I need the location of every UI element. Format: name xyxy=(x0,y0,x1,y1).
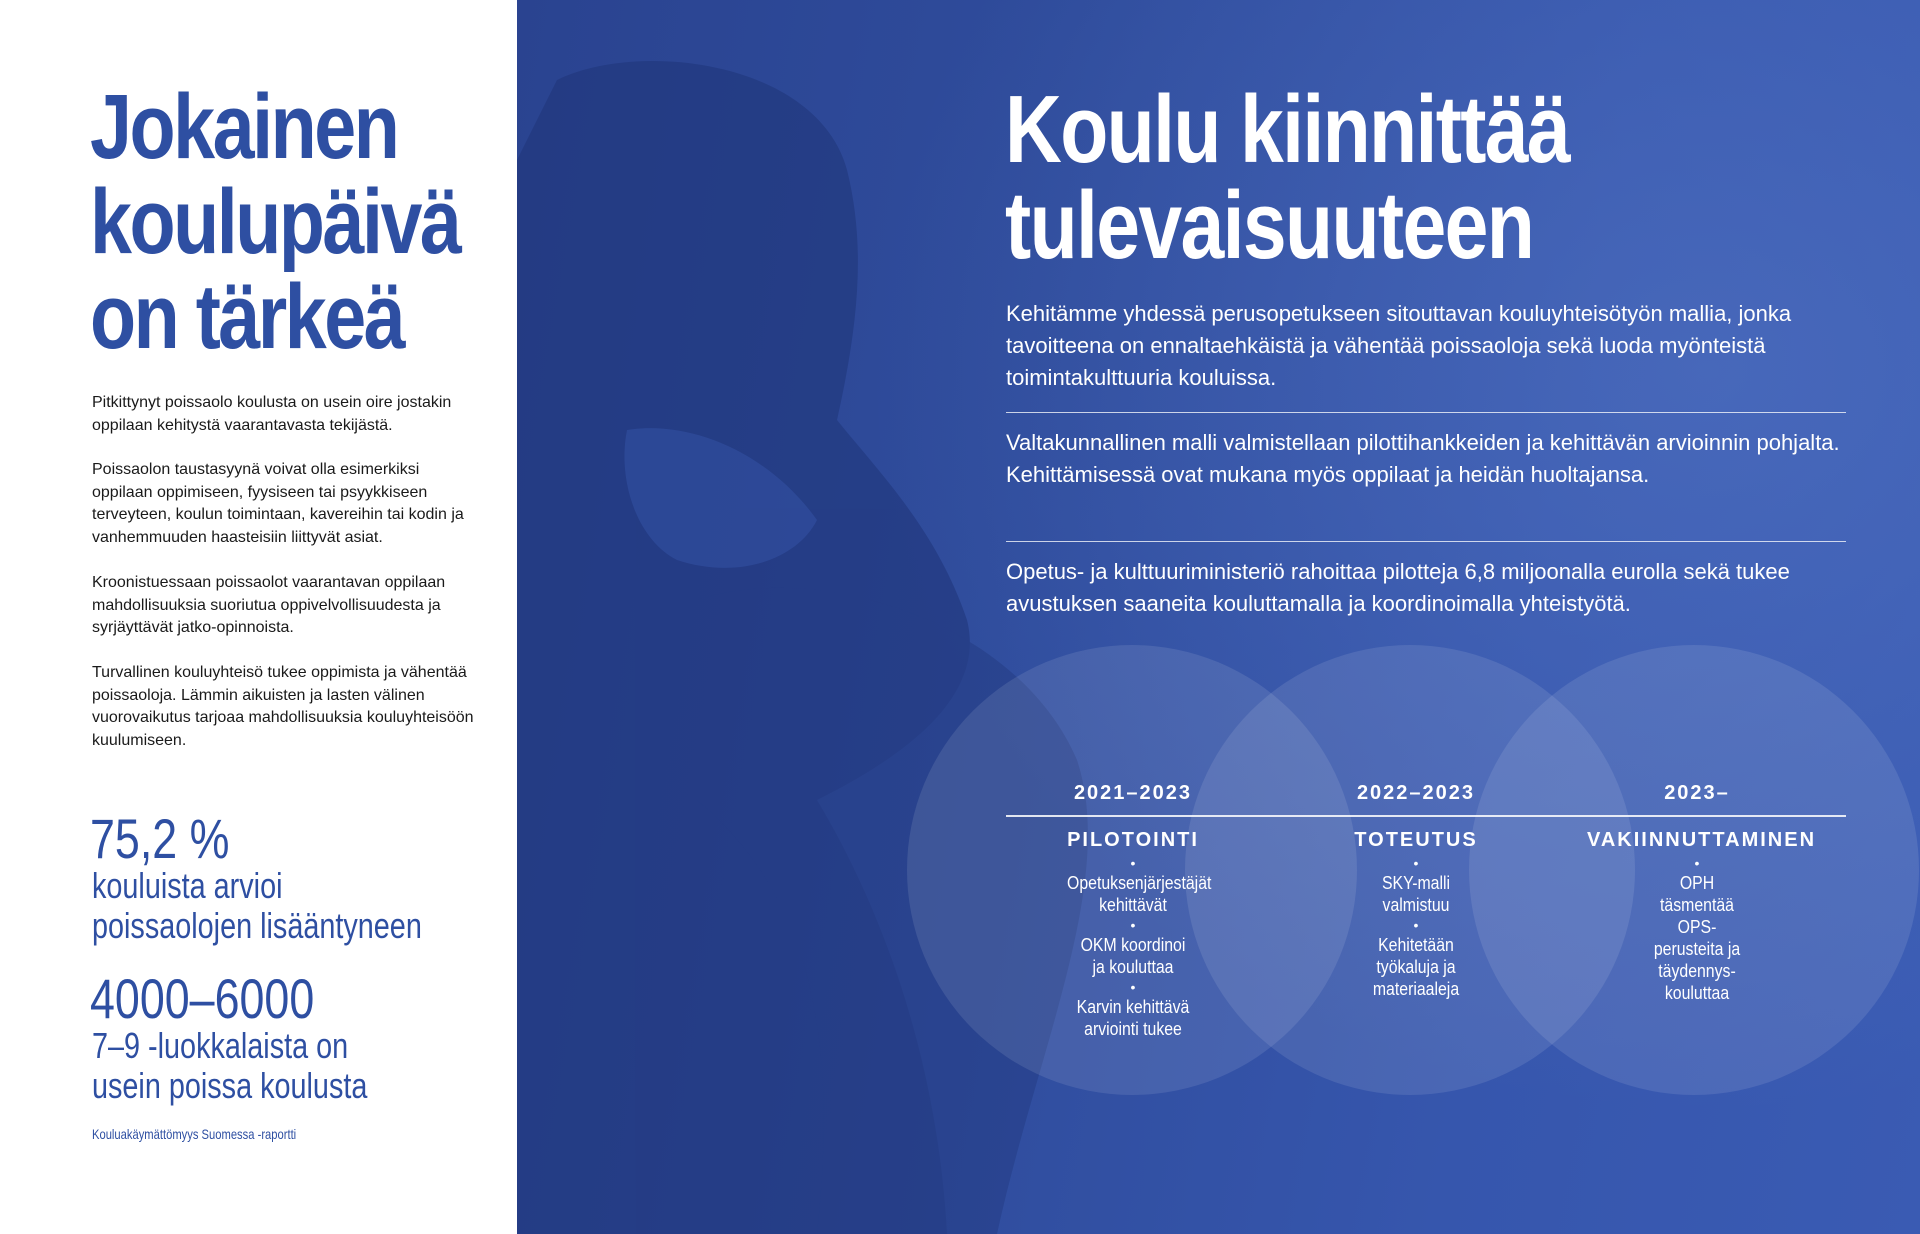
community-paragraph: Turvallinen kouluyhteisö tukee oppimista ja vähentää poissaoloja. Lämmin aikuisten ja lasten välinen vuorovaikutus tarjoaa mahdollisuuksia kouluyhteisöön kuulumiseen. xyxy=(92,664,474,749)
phase-item: SKY-malli valmistuu xyxy=(1381,873,1451,915)
phase-name: VAKIINNUTTAMINEN xyxy=(1587,829,1817,851)
left-title-line: Jokainen xyxy=(90,76,398,178)
divider xyxy=(1006,541,1846,542)
funding-paragraph: Opetus- ja kulttuuriministeriö rahoittaa pilotteja 6,8 miljoonalla eurolla sekä tukee avustuksen saaneita kouluttamalla ja koordinoimalla yhteistyötä. xyxy=(1006,559,1790,616)
stat-text-line: kouluista arvioi xyxy=(92,865,283,906)
timeline-year: 2022–2023 xyxy=(1356,782,1476,804)
phase-item: Karvin kehittävä arviointi tukee xyxy=(1076,997,1190,1039)
stat-number-pupils: 4000–6000 xyxy=(90,967,315,1030)
left-title-line: on tärkeä xyxy=(90,266,404,368)
source-note: Kouluakäymättömyys Suomessa -raportti xyxy=(92,1126,297,1142)
right-title-line: tulevaisuuteen xyxy=(1005,172,1534,279)
phase-name: TOTEUTUS xyxy=(1354,829,1478,851)
right-title-line: Koulu kiinnittää xyxy=(1005,76,1570,183)
national-model-paragraph: Valtakunnallinen malli valmistellaan pilottihankkeiden ja kehittävän arvioinnin pohjalta. Kehittämisessä ovat mukana myös oppilaat ja heidän huoltajansa. xyxy=(1006,430,1840,487)
phase-pilot xyxy=(1023,826,1243,1040)
bullet: • xyxy=(1413,855,1419,871)
left-column xyxy=(0,0,517,1234)
bullet: • xyxy=(1130,917,1136,933)
stat-text-line: poissaolojen lisääntyneen xyxy=(92,905,422,946)
phase-establishment xyxy=(1587,826,1817,1004)
intro-paragraph: Pitkittynyt poissaolo koulusta on usein oire jostakin oppilaan kehitystä vaarantavasta tekijästä. xyxy=(92,394,452,434)
stat-text-line: usein poissa koulusta xyxy=(92,1065,368,1106)
stat-number-schools: 75,2 % xyxy=(90,807,230,870)
timeline-year: 2023– xyxy=(1664,782,1730,804)
left-title xyxy=(90,76,460,368)
phase-item: OKM koordinoi ja kouluttaa xyxy=(1080,935,1186,977)
causes-paragraph: Poissaolon taustasyynä voivat olla esimerkiksi oppilaan oppimiseen, fyysiseen tai psyykkiseen terveyteen, koulun toimintaan, kavereihin tai kodin ja vanhemmuuden haasteisiin liittyvät asiat. xyxy=(92,461,464,546)
left-title-line: koulupäivä xyxy=(90,171,460,273)
phase-item: Kehitetään työkaluja ja materiaaleja xyxy=(1372,935,1460,999)
divider xyxy=(1006,412,1846,413)
bullet: • xyxy=(1413,917,1419,933)
bullet: • xyxy=(1694,855,1700,871)
timeline-year: 2021–2023 xyxy=(1073,782,1193,804)
phase-name: PILOTOINTI xyxy=(1067,829,1199,851)
development-paragraph: Kehitämme yhdessä perusopetukseen sitouttavan kouluyhteisötyön mallia, jonka tavoitteena on ennaltaehkäistä ja vähentää poissaoloja sekä luoda myönteistä toimintakulttuuria kouluissa. xyxy=(1006,301,1792,390)
timeline-line xyxy=(1006,815,1846,817)
phase-implementation xyxy=(1306,826,1526,1000)
bullet: • xyxy=(1130,979,1136,995)
bullet: • xyxy=(1130,855,1136,871)
stat-text-line: 7–9 -luokkalaista on xyxy=(92,1025,349,1066)
phase-item: OPH täsmentää OPS-perusteita ja täydennys-kouluttaa xyxy=(1653,873,1741,1003)
right-title xyxy=(1005,76,1570,279)
phase-item: Opetuksenjärjestäjät kehittävät xyxy=(1067,873,1212,915)
right-panel xyxy=(517,0,1920,1234)
risks-paragraph: Kroonistuessaan poissaolot vaarantavan oppilaan mahdollisuuksia suoriutua oppivelvollisuudesta ja syrjäyttävät jatko-opinnoista. xyxy=(92,574,446,636)
